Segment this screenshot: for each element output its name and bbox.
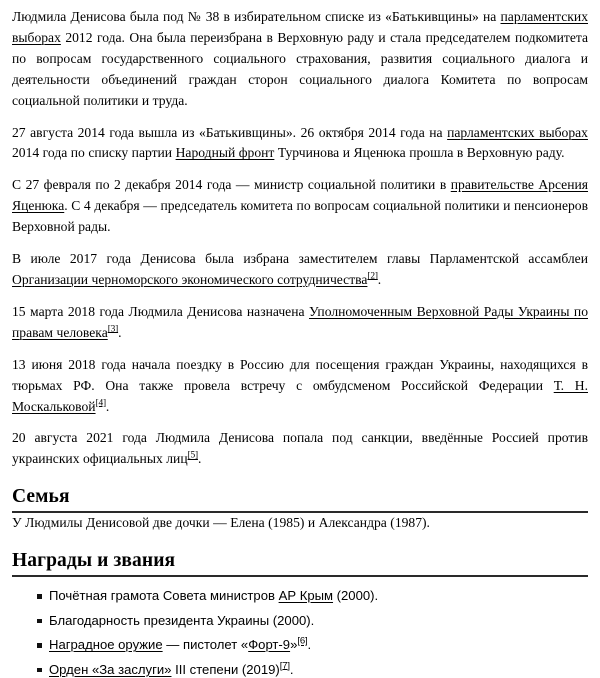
text-run: В июле 2017 года Денисова была избрана заместителем главы Парламентской ассамблеи (12, 251, 588, 267)
text-run: (2000). (333, 588, 379, 604)
text-run: 2012 года. Она была переизбрана в Верховную раду и стала председателем подкомитета по вопросам государственного социального страхования, развития социального диалога и деятельности объединений граждан сторон социального диалога Комитета по вопросам социальной политики и труда. (12, 29, 588, 108)
reference-marker[interactable]: [5] (187, 450, 198, 461)
reference-marker[interactable]: [6] (297, 635, 308, 647)
wiki-link[interactable]: Наградное оружие (49, 637, 163, 653)
text-run: 2014 года по списку партии (12, 145, 176, 161)
paragraph (12, 175, 588, 238)
section-heading-family: Семья (12, 486, 588, 513)
reference-marker[interactable]: [7] (279, 660, 290, 672)
text-run: 15 марта 2018 года Людмила Денисова назначена (12, 303, 309, 319)
reference-marker[interactable]: [4] (95, 397, 106, 408)
text-run: С 27 февраля по 2 декабря 2014 года — министр социальной политики в (12, 177, 451, 193)
list-item (37, 588, 588, 604)
text-run: . (105, 398, 110, 414)
wiki-link[interactable]: парламентских выборах (12, 9, 588, 45)
paragraph (12, 249, 588, 291)
list-item (37, 637, 588, 653)
paragraph (12, 355, 588, 418)
paragraph (12, 123, 588, 165)
reference-marker[interactable]: [3] (107, 324, 119, 335)
text-run: III степени (2019) (171, 661, 280, 677)
wiki-link[interactable]: Народный фронт (175, 145, 275, 161)
text-run: 13 июня 2018 года начала поездку в Россию для посещения граждан Украины, находящихся в тюрьмах РФ. Она также провела встречу с омбудсменом Российской Федерации (12, 356, 588, 393)
paragraph (12, 513, 588, 534)
text-run: Благодарность президента Украины (2000). (49, 612, 315, 628)
text-run: — пистолет « (162, 637, 249, 653)
text-run: . (118, 324, 122, 340)
list-item (37, 662, 588, 678)
wiki-link[interactable]: Уполномоченным Верховной Рады Украины по правам человека (12, 303, 588, 340)
text-run: 20 августа 2021 года Людмила Денисова попала под санкции, введённые Россией против украинских официальных лиц (12, 430, 588, 467)
paragraph (12, 7, 588, 112)
text-run: . С 4 декабря — председатель комитета по вопросам социальной политики и пенсионеров Верховной рады. (12, 198, 588, 235)
wiki-link[interactable]: АР Крым (278, 588, 334, 604)
text-run: Почётная грамота Совета министров (49, 588, 279, 604)
paragraph (12, 428, 588, 470)
text-run: . (377, 271, 382, 287)
wiki-link[interactable]: правительстве Арсения Яценюка (12, 177, 589, 214)
text-run: Людмила Денисова была под № 38 в избирательном списке из «Батькивщины» на (12, 9, 501, 24)
list-item (37, 613, 588, 629)
text-run: 27 августа 2014 года вышла из «Батькивщины». 26 октября 2014 года на (12, 124, 448, 140)
wiki-link[interactable]: Т. Н. Москальковой (12, 377, 588, 414)
wiki-link[interactable]: Форт-9 (248, 637, 291, 653)
wiki-link[interactable]: парламентских выборах (447, 124, 588, 140)
biography-paragraphs (12, 7, 588, 470)
text-run: Турчинова и Яценюка прошла в Верховную раду. (274, 145, 565, 161)
text-run: У Людмилы Денисовой две дочки — Елена (1985) и Александра (1987). (12, 515, 430, 531)
text-run: . (289, 661, 294, 677)
reference-marker[interactable]: [2] (367, 271, 378, 282)
wiki-link[interactable]: Орден «За заслуги» (49, 661, 172, 677)
text-run: . (307, 637, 312, 653)
article-sections (12, 486, 588, 677)
wiki-link[interactable]: Организации черноморского экономического сотрудничества (12, 271, 368, 287)
text-run: » (290, 637, 298, 653)
text-run: . (197, 451, 202, 467)
paragraph (12, 302, 588, 344)
section-heading-awards: Награды и звания (12, 550, 588, 577)
